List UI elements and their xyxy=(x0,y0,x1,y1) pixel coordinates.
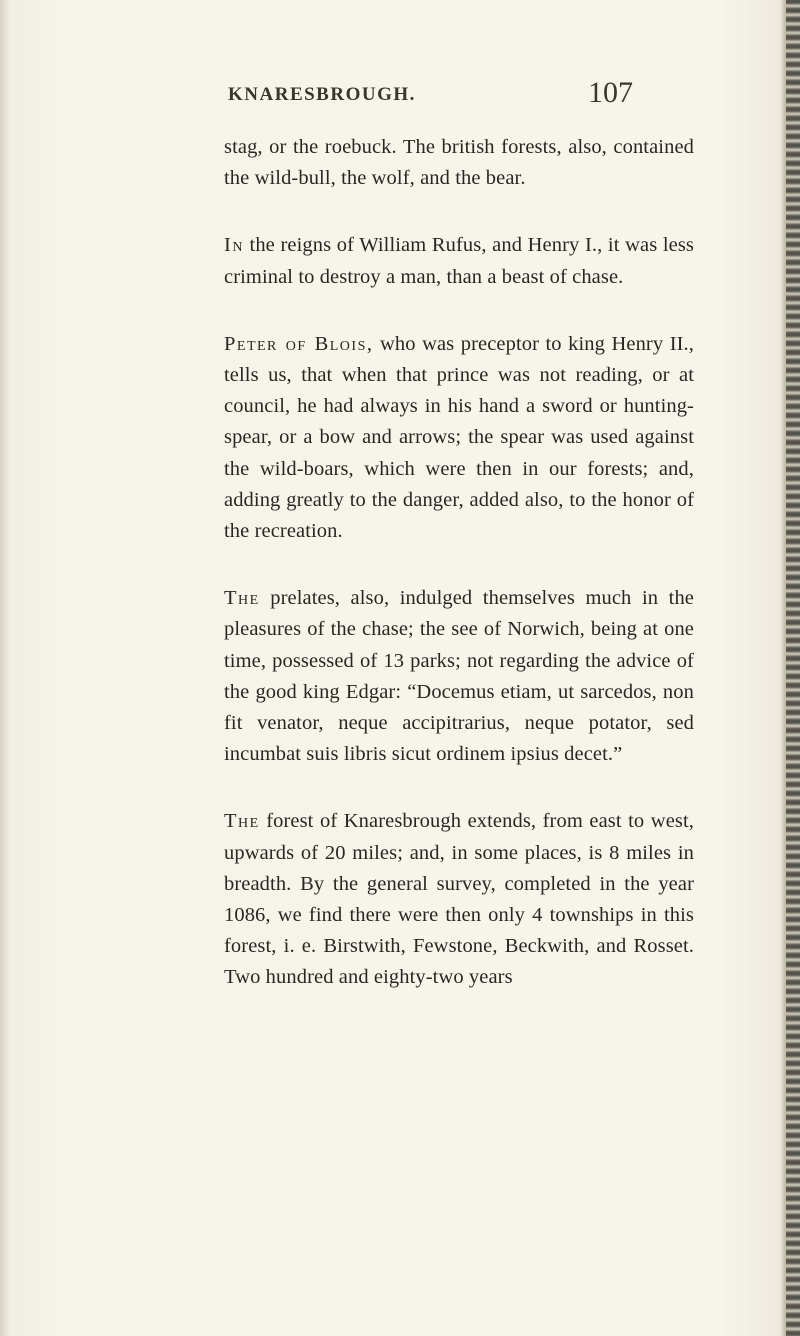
paragraph-2 xyxy=(224,230,694,292)
paragraph-4 xyxy=(224,583,694,770)
paragraph-5-text: forest of Knaresbrough extends, from east to west, upwards of 20 miles; and, in some places, is 8 miles in breadth. By the general survey, completed in the year 1086, we find there were then only 4 townships in this forest, i. e. Birstwith, Fewstone, Beckwith, and Rosset. Two hundred and eighty-two years xyxy=(224,810,694,989)
paragraph-2-lead: In xyxy=(224,234,244,257)
paragraph-3 xyxy=(224,329,694,547)
paragraph-5-lead: The xyxy=(224,810,260,833)
paragraph-1-text: stag, or the roebuck. The british forests, also, contained the wild-bull, the wolf, and the bear. xyxy=(224,136,694,190)
running-head-title: KNARESBROUGH. xyxy=(228,84,416,105)
paragraph-1 xyxy=(224,132,694,194)
paragraph-4-text: prelates, also, indulged themselves much in the pleasures of the chase; the see of Norwich, being at one time, possessed of 13 parks; not regarding the advice of the good king Edgar: “Docemus etiam, ut sarcedos, non fit venator, neque accipitrarius, neque potator, sed incumbat suis libris sicut ordinem ipsius decet.” xyxy=(224,587,694,766)
paragraph-3-lead: Peter of Blois, xyxy=(224,332,374,355)
paragraph-2-text: the reigns of William Rufus, and Henry I., it was less criminal to destroy a man, than a beast of chase. xyxy=(224,234,694,288)
book-edge xyxy=(786,0,800,1336)
page-number: 107 xyxy=(588,76,633,109)
paragraph-4-lead: The xyxy=(224,587,260,610)
body-text-block xyxy=(224,132,694,1030)
paragraph-5 xyxy=(224,806,694,993)
page-gutter-shadow xyxy=(0,0,10,1336)
paragraph-3-text: who was preceptor to king Henry II., tells us, that when that prince was not reading, or at council, he had always in his hand a sword or hunting-spear, or a bow and arrows; the spear was used against the wild-boars, which were then in our forests; and, adding greatly to the danger, added also, to the honor of the recreation. xyxy=(224,332,694,543)
running-head xyxy=(0,76,800,114)
